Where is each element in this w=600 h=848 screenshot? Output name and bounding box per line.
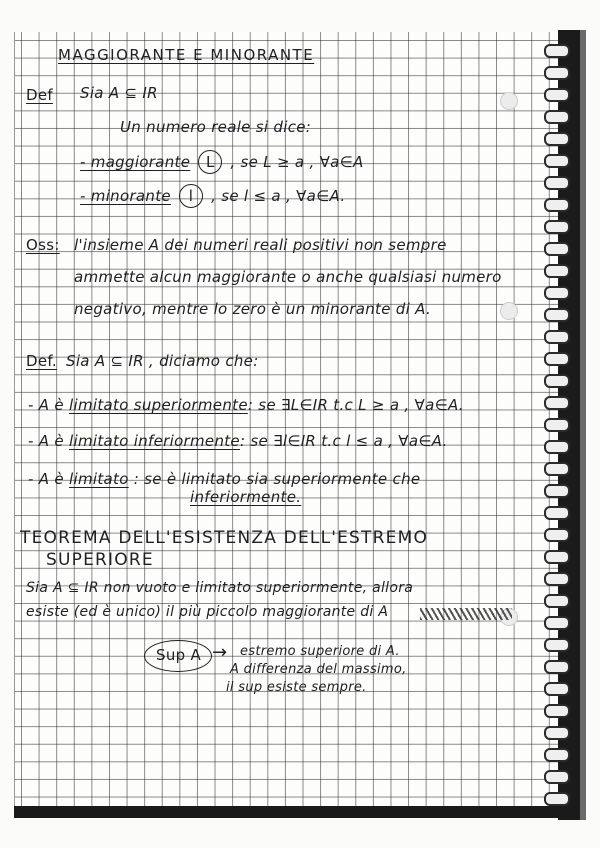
maggiorante-symbol: L (198, 150, 222, 174)
spiral-ring (544, 396, 570, 410)
item1-condition: : se ∃L∈IR t.c L ≥ a , ∀a∈A. (247, 396, 464, 414)
spiral-ring (544, 528, 570, 542)
spiral-ring (544, 770, 570, 784)
oss-line1: l'insieme A dei numeri reali positivi non sempre (74, 236, 447, 254)
minorante-symbol: l (179, 184, 203, 208)
spiral-ring (544, 550, 570, 564)
def2-item1 (28, 396, 464, 414)
page-title: MAGGIORANTE E MINORANTE (58, 46, 315, 64)
spiral-ring (544, 132, 570, 146)
def2-label: Def. (26, 352, 57, 370)
spiral-ring (544, 440, 570, 454)
minorante-label: - minorante (80, 187, 171, 205)
spiral-ring (544, 704, 570, 718)
def2-item3 (28, 470, 420, 488)
spiral-ring (544, 220, 570, 234)
spiral-ring (544, 176, 570, 190)
item3-term: limitato (69, 470, 129, 488)
item2-term: limitato inferiormente (69, 432, 240, 450)
def-label: Def (26, 86, 53, 104)
theorem-line2: esiste (ed è unico) il più piccolo maggiorante di A (26, 604, 389, 620)
def2-item2 (28, 432, 448, 450)
item2-prefix: - A è (28, 432, 64, 450)
spiral-ring (544, 638, 570, 652)
spiral-ring (544, 418, 570, 432)
spiral-ring (544, 462, 570, 476)
def2-line1: Sia A ⊆ IR , diciamo che: (66, 352, 259, 370)
spiral-ring (544, 330, 570, 344)
punch-hole (500, 302, 518, 320)
theorem-title-line2: SUPERIORE (46, 550, 154, 570)
def1-line2: Un numero reale si dice: (120, 118, 312, 136)
def1-line1: Sia A ⊆ IR (80, 84, 158, 102)
punch-hole (500, 92, 518, 110)
crossed-out-text (420, 608, 512, 620)
spiral-ring (544, 374, 570, 388)
spiral-ring (544, 242, 570, 256)
def2-item3-cont: inferiormente. (190, 488, 302, 506)
sup-note1: estremo superiore di A. (240, 644, 400, 659)
spiral-ring (544, 506, 570, 520)
theorem-line1: Sia A ⊆ IR non vuoto e limitato superiormente, allora (26, 580, 414, 596)
oss-label: Oss: (26, 236, 60, 254)
item1-prefix: - A è (28, 396, 64, 414)
maggiorante-row (80, 150, 364, 174)
spiral-ring (544, 198, 570, 212)
spiral-ring (544, 88, 570, 102)
spiral-ring (544, 66, 570, 80)
minorante-row (80, 184, 345, 208)
theorem-title-line1: TEOREMA DELL'ESISTENZA DELL'ESTREMO (20, 528, 429, 548)
spiral-ring (544, 154, 570, 168)
item3-condition: : se è limitato sia superiormente che (133, 470, 421, 488)
maggiorante-condition: , se L ≥ a , ∀a∈A (230, 153, 364, 171)
sup-arrow: → (212, 642, 228, 663)
spiral-ring (544, 660, 570, 674)
sup-label: Sup A (156, 646, 202, 664)
oss-line2: ammette alcun maggiorante o anche qualsiasi numero (74, 268, 502, 286)
spiral-ring (544, 44, 570, 58)
spiral-ring (544, 748, 570, 762)
oss-line3: negativo, mentre lo zero è un minorante di A. (74, 300, 432, 318)
item3-prefix: - A è (28, 470, 64, 488)
maggiorante-label: - maggiorante (80, 153, 191, 171)
sup-note2: A differenza del massimo, (230, 662, 407, 677)
spiral-ring (544, 682, 570, 696)
spiral-ring (544, 286, 570, 300)
minorante-condition: , se l ≤ a , ∀a∈A. (211, 187, 346, 205)
item1-term: limitato superiormente (69, 396, 248, 414)
spiral-ring (544, 594, 570, 608)
spiral-ring (544, 616, 570, 630)
spiral-ring (544, 484, 570, 498)
binding-edge (580, 30, 586, 820)
sup-note3: il sup esiste sempre. (226, 680, 367, 695)
spiral-ring (544, 572, 570, 586)
item2-condition: : se ∃l∈IR t.c l ≤ a , ∀a∈A. (239, 432, 448, 450)
spiral-ring (544, 308, 570, 322)
spiral-ring (544, 792, 570, 806)
spiral-ring (544, 726, 570, 740)
spiral-ring (544, 264, 570, 278)
spiral-ring (544, 352, 570, 366)
spiral-ring (544, 110, 570, 124)
page-bottom-edge (14, 806, 580, 818)
